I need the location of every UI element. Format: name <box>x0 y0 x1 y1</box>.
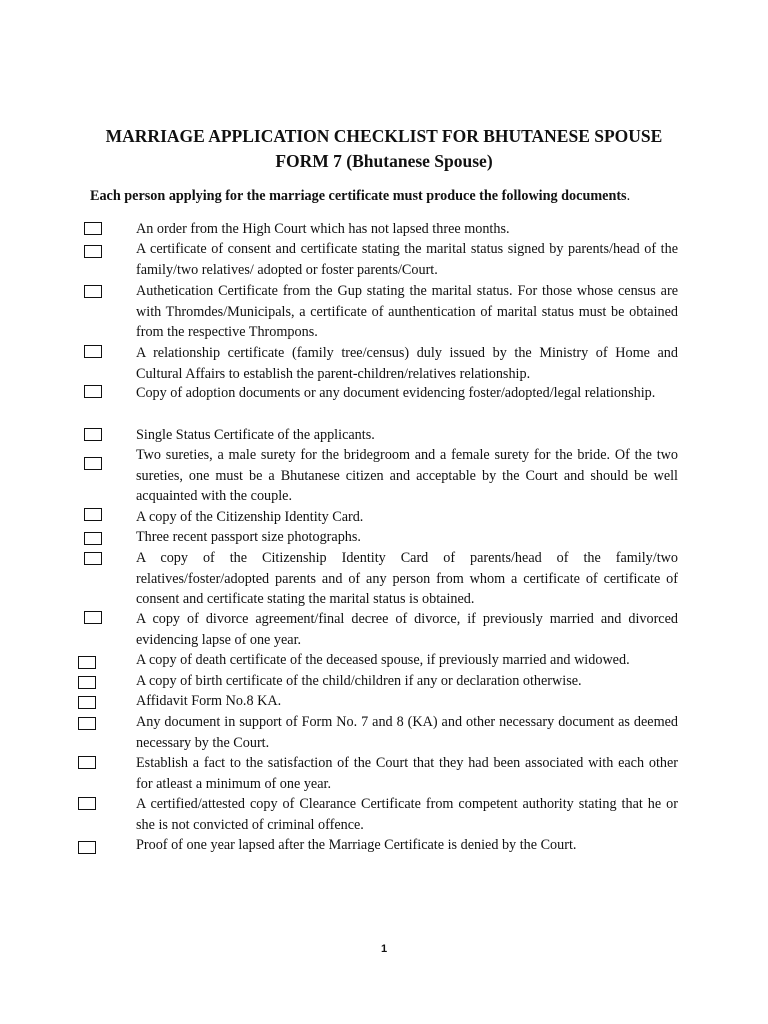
checklist-item: A copy of the Citizenship Identity Card of parents/head of the family/two relatives/foster/adopted parents and of any person from whom a certificate of certificate of consent and certificate stating the marital status is obtained. <box>136 550 678 608</box>
intro-period: . <box>626 188 631 204</box>
checklist-item: Authetication Certificate from the Gup stating the marital status. For those whose census are with Thromdes/Municipals, a certificate of aunthentication of marital status must be obtained from the respective Thrompons. <box>136 283 678 341</box>
checkbox[interactable] <box>84 508 102 521</box>
checklist-item: Affidavit Form No.8 KA. <box>136 693 282 709</box>
checkbox[interactable] <box>84 222 102 235</box>
checkbox[interactable] <box>84 428 102 441</box>
checklist-item: Establish a fact to the satisfaction of the Court that they had been associated with each other for atleast a minimum of one year. <box>136 755 678 792</box>
intro-text <box>90 186 710 206</box>
checklist-item: A certificate of consent and certificate stating the marital status signed by parents/head of the family/two relatives/ adopted or foster parents/Court. <box>136 241 678 278</box>
page-number: 1 <box>380 943 388 955</box>
checklist-item: A copy of birth certificate of the child/children if any or declaration otherwise. <box>136 673 582 689</box>
checkbox[interactable] <box>78 696 96 709</box>
checkbox[interactable] <box>78 717 96 730</box>
checkbox[interactable] <box>84 285 102 298</box>
page-title: MARRIAGE APPLICATION CHECKLIST FOR BHUTANESE SPOUSE <box>105 126 663 146</box>
checklist-item: Single Status Certificate of the applicants. <box>136 427 375 443</box>
checkbox[interactable] <box>78 656 96 669</box>
checklist-item: An order from the High Court which has not lapsed three months. <box>136 221 510 237</box>
checklist-item: Proof of one year lapsed after the Marriage Certificate is denied by the Court. <box>136 837 577 853</box>
checkbox[interactable] <box>84 457 102 470</box>
checkbox[interactable] <box>78 841 96 854</box>
checkbox[interactable] <box>84 532 102 545</box>
checkbox[interactable] <box>84 385 102 398</box>
checkbox[interactable] <box>78 797 96 810</box>
checklist-item: Three recent passport size photographs. <box>136 529 361 545</box>
checklist-item: A copy of death certificate of the deceased spouse, if previously married and widowed. <box>136 652 630 668</box>
checkbox[interactable] <box>84 552 102 565</box>
checklist-item: A copy of the Citizenship Identity Card. <box>136 509 364 525</box>
checkbox[interactable] <box>78 756 96 769</box>
checklist-item: Any document in support of Form No. 7 and 8 (KA) and other necessary document as deemed necessary by the Court. <box>136 714 678 751</box>
checkbox[interactable] <box>78 676 96 689</box>
checkbox[interactable] <box>84 611 102 624</box>
intro-sentence: Each person applying for the marriage certificate must produce the following documents <box>90 188 627 204</box>
checkbox[interactable] <box>84 345 102 358</box>
checklist-item: A certified/attested copy of Clearance Certificate from competent authority stating that he or she is not convicted of criminal offence. <box>136 796 678 833</box>
checklist-item: Two sureties, a male surety for the bridegroom and a female surety for the bride. Of the two sureties, one must be a Bhutanese citizen and acceptable by the Court and should be well acquainted with the couple. <box>136 447 678 505</box>
checklist-item: A copy of divorce agreement/final decree of divorce, if previously married and divorced evidencing lapse of one year. <box>136 611 678 648</box>
checklist-item: Copy of adoption documents or any document evidencing foster/adopted/legal relationship. <box>136 385 656 401</box>
checkbox[interactable] <box>84 245 102 258</box>
checklist-item: A relationship certificate (family tree/census) duly issued by the Ministry of Home and Cultural Affairs to establish the parent-children/relatives relationship. <box>136 345 678 382</box>
form-subtitle: FORM 7 (Bhutanese Spouse) <box>275 151 493 171</box>
